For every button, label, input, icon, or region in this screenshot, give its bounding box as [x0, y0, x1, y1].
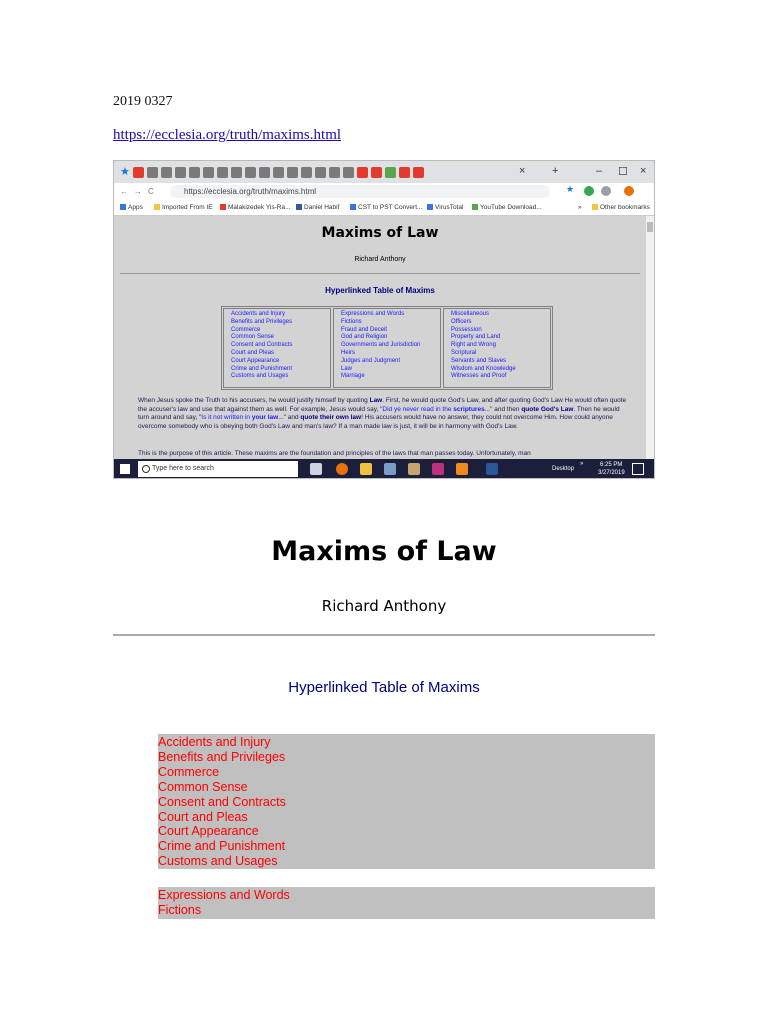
- document-date: 2019 0327: [113, 94, 173, 109]
- table-link[interactable]: Court and Pleas: [231, 349, 275, 356]
- table-link[interactable]: Officers: [451, 318, 472, 325]
- vlc-icon[interactable]: [456, 463, 468, 475]
- bookmark-label: YouTube Download...: [480, 204, 542, 211]
- inner-page-author: Richard Anthony: [354, 256, 406, 263]
- para-link[interactable]: your law: [251, 414, 279, 421]
- taskbar: [114, 459, 654, 479]
- doc-tab-icon[interactable]: [231, 167, 242, 178]
- table-link[interactable]: Benefits and Privileges: [231, 318, 293, 325]
- chrome-icon[interactable]: [336, 463, 348, 475]
- scrollbar[interactable]: [646, 216, 654, 459]
- maxim-link[interactable]: Fictions: [158, 902, 202, 917]
- para-bold: Law: [369, 397, 383, 404]
- tab-icon[interactable]: [385, 167, 396, 178]
- maxim-link[interactable]: Court and Pleas: [158, 809, 248, 824]
- maxim-link[interactable]: Expressions and Words: [158, 888, 290, 902]
- browser-screenshot: [113, 160, 655, 479]
- bookmark-label: VirusTotal: [435, 204, 464, 211]
- table-column: [443, 308, 551, 388]
- bookmark-label: Malakizedek Yis-Ra...: [228, 204, 291, 211]
- bookmark-label: Apps: [128, 204, 143, 211]
- table-link[interactable]: Heirs: [341, 349, 356, 356]
- doc-tab-icon[interactable]: [315, 167, 326, 178]
- doc-tab-icon[interactable]: [301, 167, 312, 178]
- para-bold: quote God's Law: [521, 405, 574, 413]
- youtube-tab-icon[interactable]: [413, 167, 424, 178]
- doc-tab-icon[interactable]: [287, 167, 298, 178]
- table-link[interactable]: Commerce: [231, 326, 261, 333]
- maxim-link[interactable]: Accidents and Injury: [158, 735, 271, 749]
- maxim-link[interactable]: Consent and Contracts: [158, 794, 286, 809]
- clock-icon: [350, 204, 356, 210]
- inner-page-title: Maxims of Law: [321, 225, 439, 241]
- divider: [120, 273, 640, 274]
- para-link[interactable]: scriptures: [453, 405, 485, 413]
- youtube-tab-icon[interactable]: [133, 167, 144, 178]
- page-title: Maxims of Law: [271, 536, 497, 567]
- doc-tab-icon[interactable]: [189, 167, 200, 178]
- table-link[interactable]: Law: [341, 365, 353, 372]
- task-view-icon[interactable]: [310, 463, 322, 475]
- apps-icon: [120, 204, 126, 210]
- para-link[interactable]: Is it not written in: [201, 414, 252, 421]
- address-bar-row: [114, 183, 654, 201]
- doc-tab-icon[interactable]: [217, 167, 228, 178]
- bookmark-label: Daniel Habif: [304, 204, 340, 211]
- table-link[interactable]: Witnesses and Proof: [451, 373, 507, 380]
- maxim-link[interactable]: Common Sense: [158, 779, 248, 794]
- table-link[interactable]: Customs and Usages: [231, 373, 289, 380]
- google-tab-icon[interactable]: [147, 167, 158, 178]
- tab-close-icon[interactable]: ×: [519, 165, 526, 177]
- inner-maxims-table: [221, 306, 553, 390]
- bookmark-apps[interactable]: [120, 204, 143, 211]
- table-heading: Hyperlinked Table of Maxims: [288, 679, 480, 696]
- para-text: ! His accusers would have no answer, they could not overcome Him. How could anyone overcome somebody who is obeying both God's Law and man's law? If a man made law is just, it will be in harmony with God's Law.: [138, 414, 613, 430]
- para-text: . Then he would turn around and say, ": [138, 405, 620, 421]
- doc-tab-icon[interactable]: [175, 167, 186, 178]
- url-input[interactable]: https://ecclesia.org/truth/maxims.html: [170, 185, 550, 198]
- table-link[interactable]: Judges and Judgment: [341, 357, 401, 364]
- table-link[interactable]: Governments and Jurisdiction: [341, 342, 421, 349]
- bookmark-item[interactable]: [350, 204, 422, 211]
- doc-tab-icon[interactable]: [343, 167, 354, 178]
- divider: [113, 634, 655, 636]
- inner-paragraph: [138, 397, 628, 431]
- tab-strip: [114, 161, 654, 183]
- desktop-more-icon[interactable]: »: [580, 461, 584, 467]
- window-close-icon[interactable]: ×: [640, 165, 647, 177]
- maxim-link[interactable]: Court Appearance: [158, 824, 259, 839]
- table-link[interactable]: Crime and Punishment: [231, 365, 293, 372]
- table-link[interactable]: Expressions and Words: [341, 311, 405, 317]
- youtube-icon: [220, 204, 226, 210]
- bookmark-label: Imported From IE: [162, 204, 213, 211]
- inner-table-heading: Hyperlinked Table of Maxims: [325, 286, 435, 295]
- app-icon[interactable]: [432, 463, 444, 475]
- inner-paragraph: This is the purpose of this article. These maxims are the foundation and principles of the laws that man passes today. Unfortunately, man: [138, 450, 531, 457]
- bookmarks-bar: [114, 201, 654, 216]
- table-link[interactable]: Right and Wrong: [451, 342, 496, 349]
- para-link[interactable]: Did ye never read in the: [382, 405, 454, 413]
- page-author: Richard Anthony: [321, 597, 447, 615]
- table-link[interactable]: Fictions: [341, 318, 362, 325]
- nav-buttons-icon[interactable]: ←→C: [120, 187, 160, 196]
- word-icon[interactable]: [486, 463, 498, 475]
- doc-tab-icon[interactable]: [259, 167, 270, 178]
- table-link[interactable]: Miscellaneous: [451, 311, 490, 317]
- youtube-tab-icon[interactable]: [399, 167, 410, 178]
- star-icon[interactable]: ★: [120, 165, 130, 178]
- bookmark-item[interactable]: [154, 204, 213, 211]
- bookmark-label: CST to PST Convert...: [358, 204, 423, 211]
- facebook-icon: [296, 204, 302, 210]
- app-icon[interactable]: [408, 463, 420, 475]
- bookmark-item[interactable]: [220, 204, 291, 211]
- maxim-link[interactable]: Benefits and Privileges: [158, 749, 286, 764]
- minimize-icon[interactable]: –: [596, 165, 603, 177]
- table-link[interactable]: Fraud and Deceit: [341, 326, 388, 333]
- table-link[interactable]: Possession: [451, 326, 482, 333]
- file-explorer-icon[interactable]: [360, 463, 372, 475]
- bookmark-item[interactable]: [472, 204, 542, 211]
- bookmark-star-icon[interactable]: ★: [566, 184, 575, 194]
- table-link[interactable]: Marriage: [341, 373, 365, 380]
- table-link[interactable]: Scriptural: [451, 349, 477, 356]
- extension-icon[interactable]: [584, 186, 594, 196]
- maxims-group-2: [158, 887, 655, 919]
- bookmark-label: Other bookmarks: [600, 204, 650, 211]
- bookmark-item[interactable]: [296, 204, 339, 211]
- source-url-link[interactable]: https://ecclesia.org/truth/maxims.html: [113, 127, 342, 143]
- folder-icon: [154, 204, 160, 210]
- windows-start-icon[interactable]: [120, 464, 130, 474]
- bookmarks-more-icon[interactable]: »: [578, 204, 582, 211]
- doc-tab-icon[interactable]: [203, 167, 214, 178]
- maxim-link[interactable]: Crime and Punishment: [158, 839, 286, 854]
- maxim-link[interactable]: Customs and Usages: [158, 854, 278, 869]
- inner-page: [114, 216, 646, 459]
- scrollbar-thumb[interactable]: [647, 222, 653, 232]
- doc-tab-icon[interactable]: [161, 167, 172, 178]
- maximize-icon[interactable]: ☐: [618, 166, 628, 178]
- para-text: When Jesus spoke the Truth to his accusers, he would justify himself by quoting: [138, 397, 370, 404]
- table-column: [333, 308, 441, 388]
- folder-icon: [592, 204, 598, 210]
- virustotal-icon: [427, 204, 433, 210]
- table-link[interactable]: Property and Land: [451, 334, 501, 341]
- doc-tab-icon[interactable]: [329, 167, 340, 178]
- table-link[interactable]: Common Sense: [231, 334, 275, 341]
- table-link[interactable]: God and Religion: [341, 334, 388, 341]
- maxim-link[interactable]: Commerce: [158, 764, 220, 779]
- table-link[interactable]: Court Appearance: [231, 357, 280, 364]
- taskbar-search-input[interactable]: Type here to search: [138, 461, 298, 477]
- extension-icon[interactable]: [601, 186, 611, 196]
- para-bold: quote their own law: [300, 414, 362, 421]
- desktop-label[interactable]: Desktop: [552, 466, 575, 472]
- app-icon[interactable]: [384, 463, 396, 475]
- doc-tab-icon[interactable]: [245, 167, 256, 178]
- clock-time[interactable]: 6:25 PM: [600, 462, 623, 468]
- table-link[interactable]: Servants and Slaves: [451, 357, 507, 364]
- table-link[interactable]: Wisdom and Knowledge: [451, 365, 516, 372]
- para-text: . First, he would quote God's Law, and after quoting God's Law He would often quote the accuser's law and use that against them as well. For example, Jesus would say, ": [138, 397, 627, 413]
- new-tab-icon[interactable]: +: [552, 165, 559, 177]
- para-text: ..." and then: [484, 405, 522, 413]
- tab-icon[interactable]: [357, 167, 368, 178]
- tab-icon[interactable]: [371, 167, 382, 178]
- bookmark-item[interactable]: [427, 204, 463, 211]
- table-column: [223, 308, 331, 388]
- maxims-group-1: [158, 734, 655, 869]
- avatar[interactable]: [624, 186, 634, 196]
- para-text: ..." and: [278, 414, 301, 421]
- download-icon: [472, 204, 478, 210]
- notification-icon[interactable]: [632, 463, 644, 475]
- table-link[interactable]: Consent and Contracts: [231, 342, 293, 349]
- clock-date[interactable]: 3/27/2019: [598, 470, 625, 476]
- doc-tab-icon[interactable]: [273, 167, 284, 178]
- bookmark-other[interactable]: [592, 204, 650, 211]
- table-link[interactable]: Accidents and Injury: [231, 311, 286, 317]
